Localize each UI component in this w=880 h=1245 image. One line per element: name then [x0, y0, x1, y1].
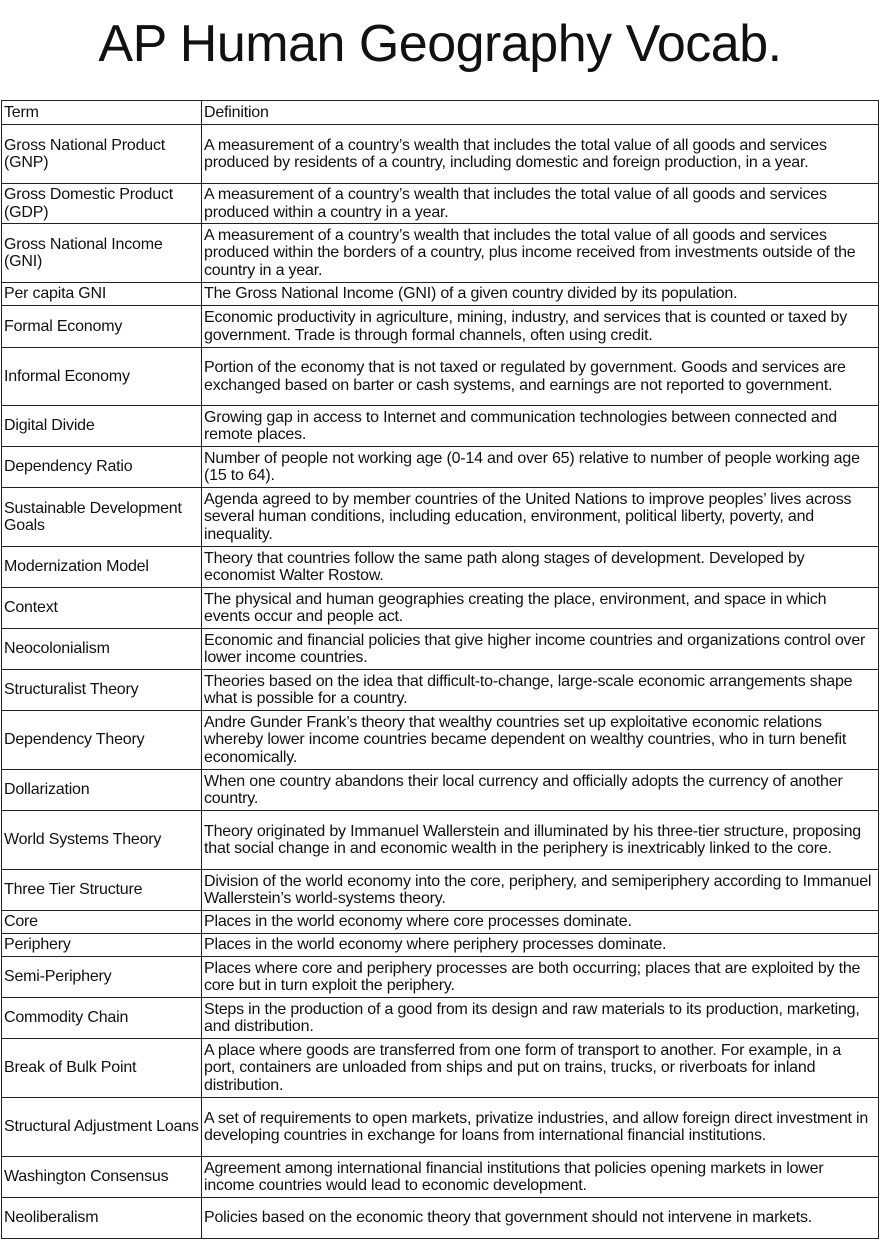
term-cell: Structural Adjustment Loans [2, 1098, 202, 1157]
term-cell: Structuralist Theory [2, 670, 202, 711]
term-cell: Neoliberalism [2, 1198, 202, 1239]
page-title: AP Human Geography Vocab. [98, 15, 782, 73]
vocab-table [1, 100, 879, 1239]
definition-cell: Theory originated by Immanuel Wallerstein and illuminated by his three-tier structure, proposing that social change in and economic wealth in the periphery is inextricably linked to the core. [202, 811, 879, 870]
table-header-row [2, 101, 879, 125]
definition-cell: Agenda agreed to by member countries of the United Nations to improve peoples’ lives across several human conditions, including education, environment, political liberty, poverty, and inequality. [202, 488, 879, 547]
table-row [2, 934, 879, 957]
definition-cell: Theories based on the idea that difficult-to-change, large-scale economic arrangements shape what is possible for a country. [202, 670, 879, 711]
table-row [2, 629, 879, 670]
term-cell: World Systems Theory [2, 811, 202, 870]
term-cell: Commodity Chain [2, 998, 202, 1039]
term-cell: Core [2, 911, 202, 934]
definition-cell: Portion of the economy that is not taxed or regulated by government. Goods and services are exchanged based on barter or cash systems, and earnings are not reported to government. [202, 348, 879, 406]
term-cell: Periphery [2, 934, 202, 957]
table-row [2, 770, 879, 811]
term-cell: Digital Divide [2, 406, 202, 447]
definition-cell: A measurement of a country’s wealth that includes the total value of all goods and services produced within the borders of a country, plus income received from investments outside of the country in a year. [202, 224, 879, 283]
term-cell: Dollarization [2, 770, 202, 811]
table-row [2, 547, 879, 588]
term-cell: Semi-Periphery [2, 957, 202, 998]
definition-cell: When one country abandons their local currency and officially adopts the currency of another country. [202, 770, 879, 811]
term-cell: Per capita GNI [2, 283, 202, 306]
table-row [2, 184, 879, 224]
table-row [2, 711, 879, 770]
term-cell: Gross National Product (GNP) [2, 125, 202, 184]
definition-cell: Steps in the production of a good from its design and raw materials to its production, marketing, and distribution. [202, 998, 879, 1039]
table-row [2, 811, 879, 870]
term-cell: Formal Economy [2, 306, 202, 348]
table-row [2, 406, 879, 447]
term-cell: Sustainable Development Goals [2, 488, 202, 547]
definition-cell: Number of people not working age (0-14 and over 65) relative to number of people working age (15 to 64). [202, 447, 879, 488]
table-row [2, 125, 879, 184]
term-cell: Washington Consensus [2, 1157, 202, 1198]
table-row [2, 1198, 879, 1239]
table-row [2, 1098, 879, 1157]
definition-cell: Places in the world economy where periphery processes dominate. [202, 934, 879, 957]
definition-cell: Agreement among international financial institutions that policies opening markets in lower income countries would lead to economic development. [202, 1157, 879, 1198]
table-row [2, 911, 879, 934]
term-cell: Gross National Income (GNI) [2, 224, 202, 283]
definition-cell: Places where core and periphery processes are both occurring; places that are exploited by the core but in turn exploit the periphery. [202, 957, 879, 998]
definition-cell: Andre Gunder Frank’s theory that wealthy countries set up exploitative economic relations whereby lower income countries became dependent on wealthy countries, who in turn benefit economically. [202, 711, 879, 770]
definition-cell: Division of the world economy into the core, periphery, and semiperiphery according to Immanuel Wallerstein’s world-systems theory. [202, 870, 879, 911]
table-row [2, 1157, 879, 1198]
definition-cell: Theory that countries follow the same path along stages of development. Developed by economist Walter Rostow. [202, 547, 879, 588]
table-row [2, 306, 879, 348]
table-row [2, 1039, 879, 1098]
header-term: Term [2, 101, 202, 125]
term-cell: Three Tier Structure [2, 870, 202, 911]
definition-cell: Policies based on the economic theory that government should not intervene in markets. [202, 1198, 879, 1239]
table-row [2, 348, 879, 406]
table-row [2, 670, 879, 711]
term-cell: Break of Bulk Point [2, 1039, 202, 1098]
table-row [2, 998, 879, 1039]
table-row [2, 447, 879, 488]
definition-cell: Economic productivity in agriculture, mining, industry, and services that is counted or taxed by government. Trade is through formal channels, often using credit. [202, 306, 879, 348]
term-cell: Context [2, 588, 202, 629]
table-row [2, 224, 879, 283]
term-cell: Dependency Ratio [2, 447, 202, 488]
definition-cell: A measurement of a country’s wealth that includes the total value of all goods and services produced by residents of a country, including domestic and foreign production, in a year. [202, 125, 879, 184]
term-cell: Neocolonialism [2, 629, 202, 670]
table-row [2, 957, 879, 998]
term-cell: Modernization Model [2, 547, 202, 588]
table-row [2, 588, 879, 629]
definition-cell: Places in the world economy where core processes dominate. [202, 911, 879, 934]
definition-cell: Growing gap in access to Internet and communication technologies between connected and remote places. [202, 406, 879, 447]
definition-cell: The Gross National Income (GNI) of a given country divided by its population. [202, 283, 879, 306]
table-row [2, 283, 879, 306]
table-row [2, 488, 879, 547]
term-cell: Informal Economy [2, 348, 202, 406]
term-cell: Dependency Theory [2, 711, 202, 770]
definition-cell: A measurement of a country’s wealth that includes the total value of all goods and services produced within a country in a year. [202, 184, 879, 224]
definition-cell: Economic and financial policies that give higher income countries and organizations control over lower income countries. [202, 629, 879, 670]
table-row [2, 870, 879, 911]
definition-cell: The physical and human geographies creating the place, environment, and space in which events occur and people act. [202, 588, 879, 629]
definition-cell: A set of requirements to open markets, privatize industries, and allow foreign direct investment in developing countries in exchange for loans from international financial institutions. [202, 1098, 879, 1157]
header-definition: Definition [202, 101, 879, 125]
definition-cell: A place where goods are transferred from one form of transport to another. For example, in a port, containers are unloaded from ships and put on trains, trucks, or riverboats for inland distribution. [202, 1039, 879, 1098]
term-cell: Gross Domestic Product (GDP) [2, 184, 202, 224]
